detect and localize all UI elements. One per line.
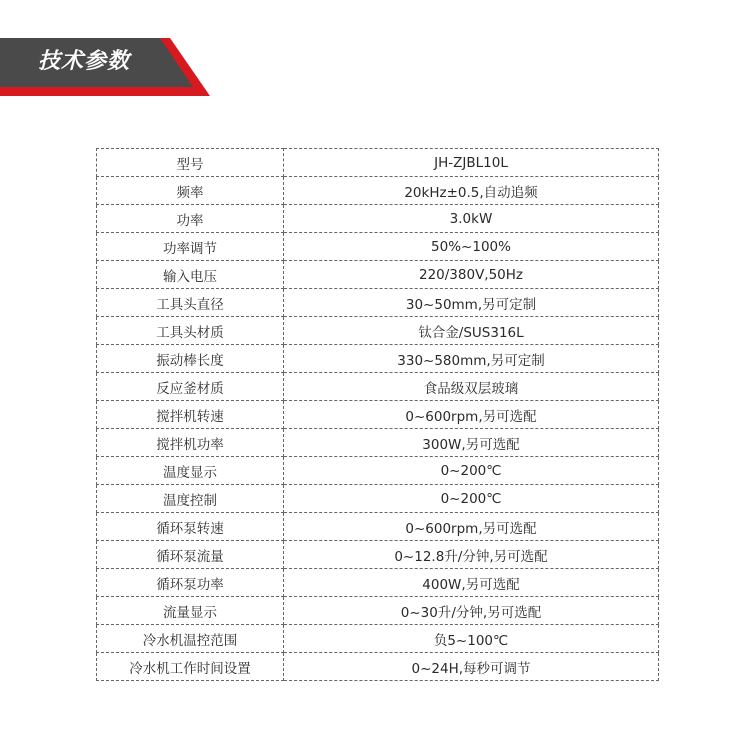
spec-value-cell: 负5~100℃ [284,625,659,653]
spec-name-cell: 冷水机工作时间设置 [97,653,284,681]
table-row [97,345,659,373]
table-row [97,429,659,457]
spec-value-cell: 钛合金/SUS316L [284,317,659,345]
spec-name-cell: 冷水机温控范围 [97,625,284,653]
spec-name-cell: 输入电压 [97,261,284,289]
spec-name-cell: 反应釜材质 [97,373,284,401]
spec-value-cell: JH-ZJBL10L [284,149,659,177]
spec-value-cell: 0~200℃ [284,457,659,485]
spec-value-cell: 0~600rpm,另可选配 [284,401,659,429]
table-row [97,485,659,513]
table-row [97,261,659,289]
spec-name-cell: 振动棒长度 [97,345,284,373]
table-row [97,373,659,401]
table-row [97,513,659,541]
spec-name-cell: 功率 [97,205,284,233]
table-row [97,541,659,569]
spec-value-cell: 30~50mm,另可定制 [284,289,659,317]
table-row [97,317,659,345]
spec-name-cell: 工具头直径 [97,289,284,317]
table-row [97,289,659,317]
spec-value-cell: 0~600rpm,另可选配 [284,513,659,541]
spec-value-cell: 0~200℃ [284,485,659,513]
spec-value-cell: 0~30升/分钟,另可选配 [284,597,659,625]
table-row [97,177,659,205]
spec-value-cell: 20kHz±0.5,自动追频 [284,177,659,205]
spec-value-cell: 400W,另可选配 [284,569,659,597]
table-row [97,205,659,233]
spec-value-cell: 330~580mm,另可定制 [284,345,659,373]
table-row [97,457,659,485]
spec-name-cell: 功率调节 [97,233,284,261]
spec-name-cell: 型号 [97,149,284,177]
spec-value-cell: 食品级双层玻璃 [284,373,659,401]
spec-name-cell: 循环泵流量 [97,541,284,569]
table-row [97,653,659,681]
section-title: 技术参数 [38,49,131,74]
spec-value-cell: 300W,另可选配 [284,429,659,457]
spec-name-cell: 循环泵功率 [97,569,284,597]
table-row [97,597,659,625]
spec-table [96,148,659,681]
spec-name-cell: 频率 [97,177,284,205]
table-row [97,401,659,429]
table-row [97,233,659,261]
spec-name-cell: 温度显示 [97,457,284,485]
spec-value-cell: 220/380V,50Hz [284,261,659,289]
spec-value-cell: 50%~100% [284,233,659,261]
spec-name-cell: 温度控制 [97,485,284,513]
table-row [97,149,659,177]
spec-name-cell: 工具头材质 [97,317,284,345]
spec-name-cell: 循环泵转速 [97,513,284,541]
table-row [97,625,659,653]
spec-name-cell: 搅拌机转速 [97,401,284,429]
spec-value-cell: 0~12.8升/分钟,另可选配 [284,541,659,569]
spec-table-body [97,149,659,681]
spec-name-cell: 搅拌机功率 [97,429,284,457]
section-banner [0,38,210,96]
spec-value-cell: 3.0kW [284,205,659,233]
spec-value-cell: 0~24H,每秒可调节 [284,653,659,681]
table-row [97,569,659,597]
spec-name-cell: 流量显示 [97,597,284,625]
